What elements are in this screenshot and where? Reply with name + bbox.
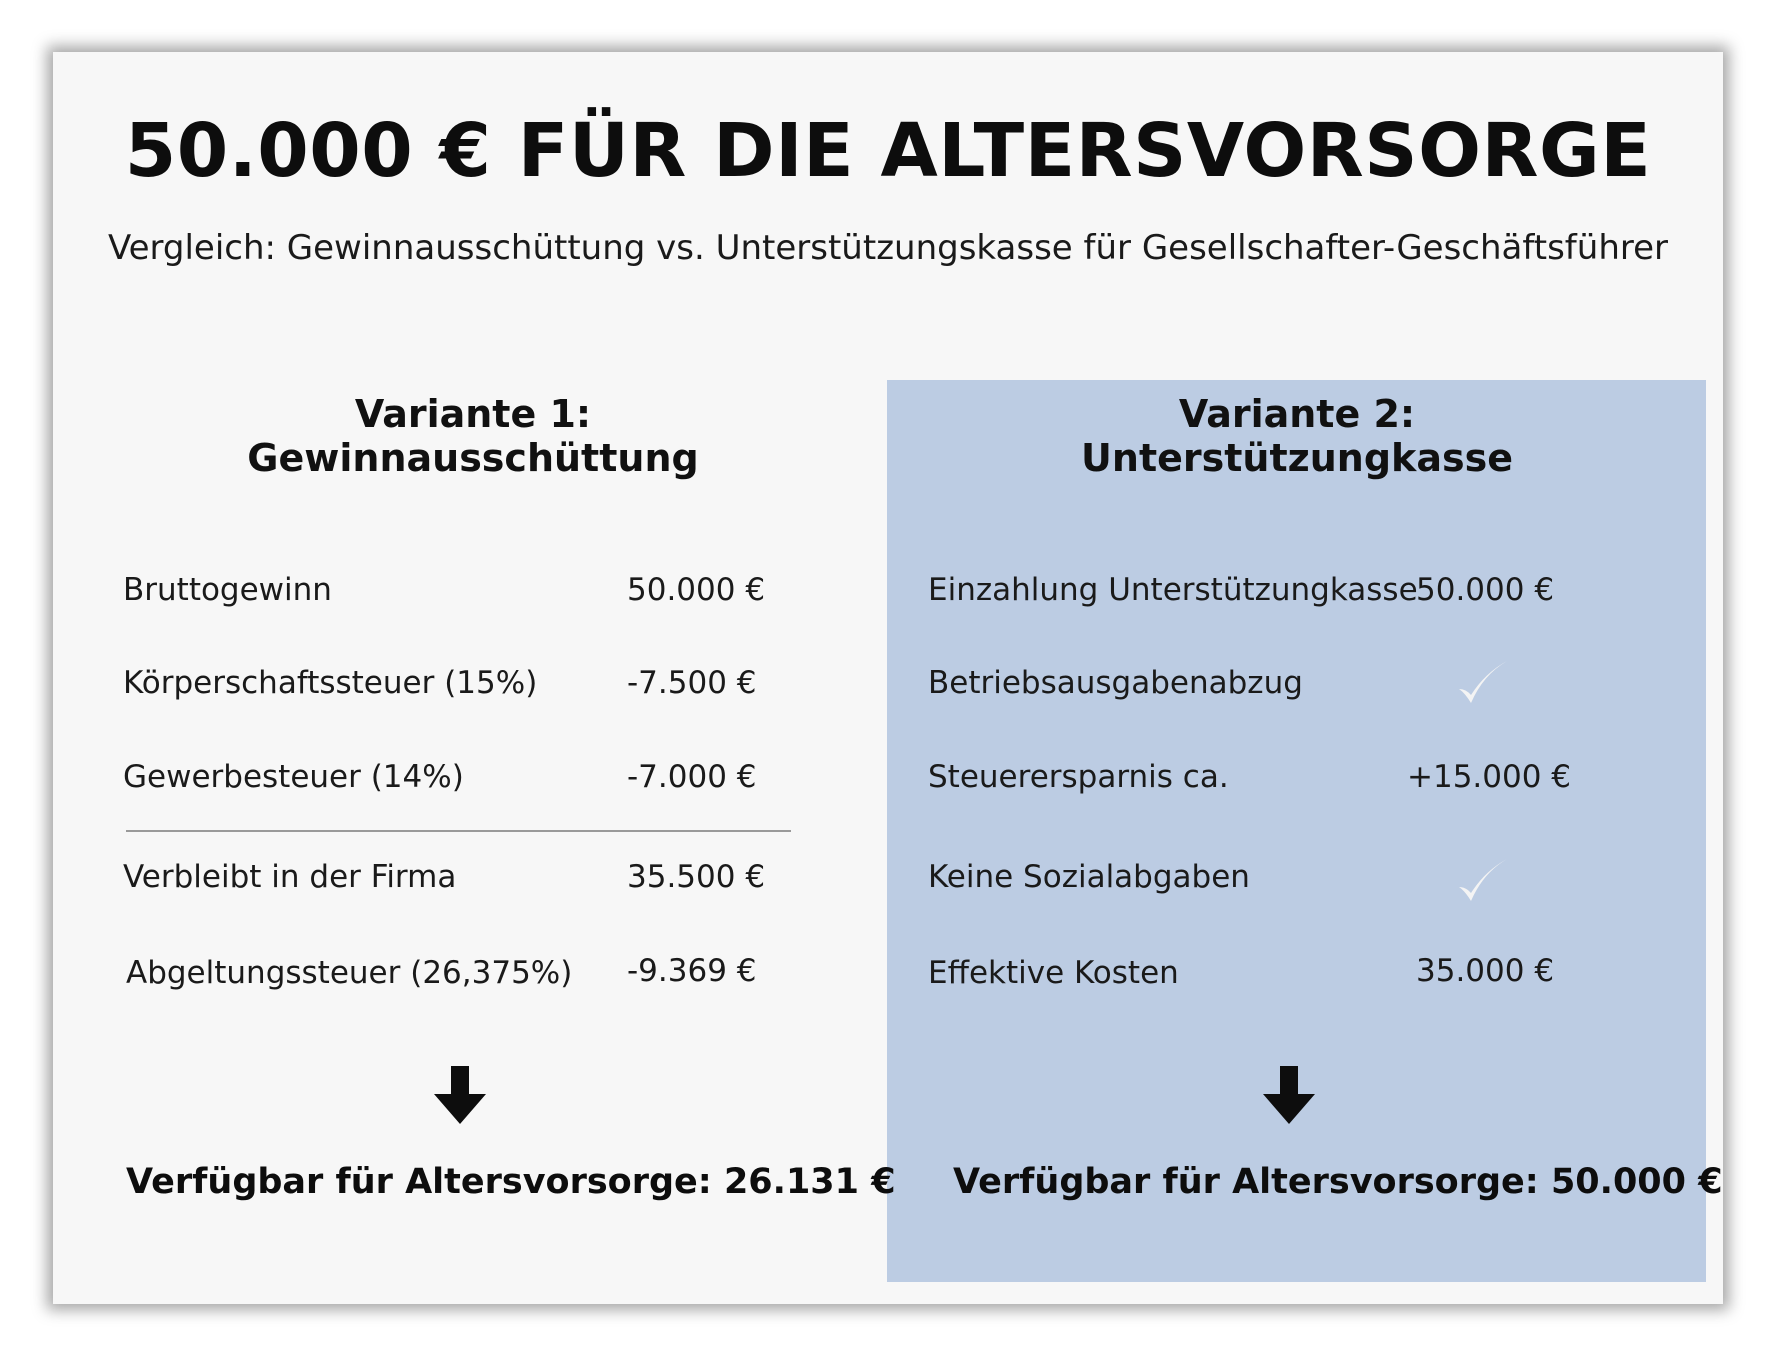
- arrow-down-icon: [1263, 1066, 1315, 1124]
- checkmark-icon: [1455, 857, 1511, 905]
- v1-row-label-gewerbesteuer: Gewerbesteuer (14%): [123, 759, 464, 795]
- infographic-card: [53, 52, 1723, 1304]
- v1-row-label-verbleibt: Verbleibt in der Firma: [123, 859, 457, 895]
- variant2-panel: [887, 380, 1706, 1282]
- v1-row-label-abgeltungssteuer: Abgeltungssteuer (26,375%): [126, 955, 573, 991]
- variant1-heading: [123, 392, 823, 480]
- v2-row-value-einzahlung: 50.000 €: [1416, 572, 1555, 608]
- v2-row-label-steuerersparnis: Steuerersparnis ca.: [928, 759, 1229, 795]
- v2-row-value-steuerersparnis: +15.000 €: [1407, 759, 1572, 795]
- v2-row-label-betriebsausgabenabzug: Betriebsausgabenabzug: [928, 665, 1303, 701]
- variant1-heading-line1: Variante 1:: [354, 392, 592, 436]
- variant2-heading-line2: Unterstützungkasse: [1081, 436, 1513, 480]
- variant1-heading-line2: Gewinnausschüttung: [247, 436, 699, 480]
- v1-row-value-verbleibt: 35.500 €: [627, 859, 766, 895]
- v1-row-label-koerperschaftssteuer: Körperschaftssteuer (15%): [123, 665, 538, 701]
- page-title: 50.000 € FÜR DIE ALTERSVORSORGE: [124, 108, 1652, 194]
- page-subtitle: Vergleich: Gewinnausschüttung vs. Unterstützungskasse für Gesellschafter-Geschäftsführer: [107, 228, 1669, 268]
- variant1-result: Verfügbar für Altersvorsorge: 26.131 €: [126, 1162, 896, 1202]
- v2-row-label-sozialabgaben: Keine Sozialabgaben: [928, 859, 1250, 895]
- v1-row-value-koerperschaftssteuer: -7.500 €: [627, 665, 757, 701]
- v2-row-value-effektive-kosten: 35.000 €: [1416, 953, 1555, 989]
- v1-row-value-bruttogewinn: 50.000 €: [627, 572, 766, 608]
- v2-row-label-effektive-kosten: Effektive Kosten: [928, 955, 1179, 991]
- variant2-heading: [927, 392, 1667, 480]
- v1-row-value-gewerbesteuer: -7.000 €: [627, 759, 757, 795]
- v2-row-label-einzahlung: Einzahlung Unterstützungkasse: [928, 572, 1418, 608]
- v1-divider: [126, 830, 791, 832]
- v1-row-value-abgeltungssteuer: -9.369 €: [627, 953, 757, 989]
- arrow-down-icon: [434, 1066, 486, 1124]
- variant2-heading-line1: Variante 2:: [1178, 392, 1416, 436]
- variant2-result: Verfügbar für Altersvorsorge: 50.000 €: [953, 1162, 1723, 1202]
- checkmark-icon: [1455, 659, 1511, 707]
- v1-row-label-bruttogewinn: Bruttogewinn: [123, 572, 332, 608]
